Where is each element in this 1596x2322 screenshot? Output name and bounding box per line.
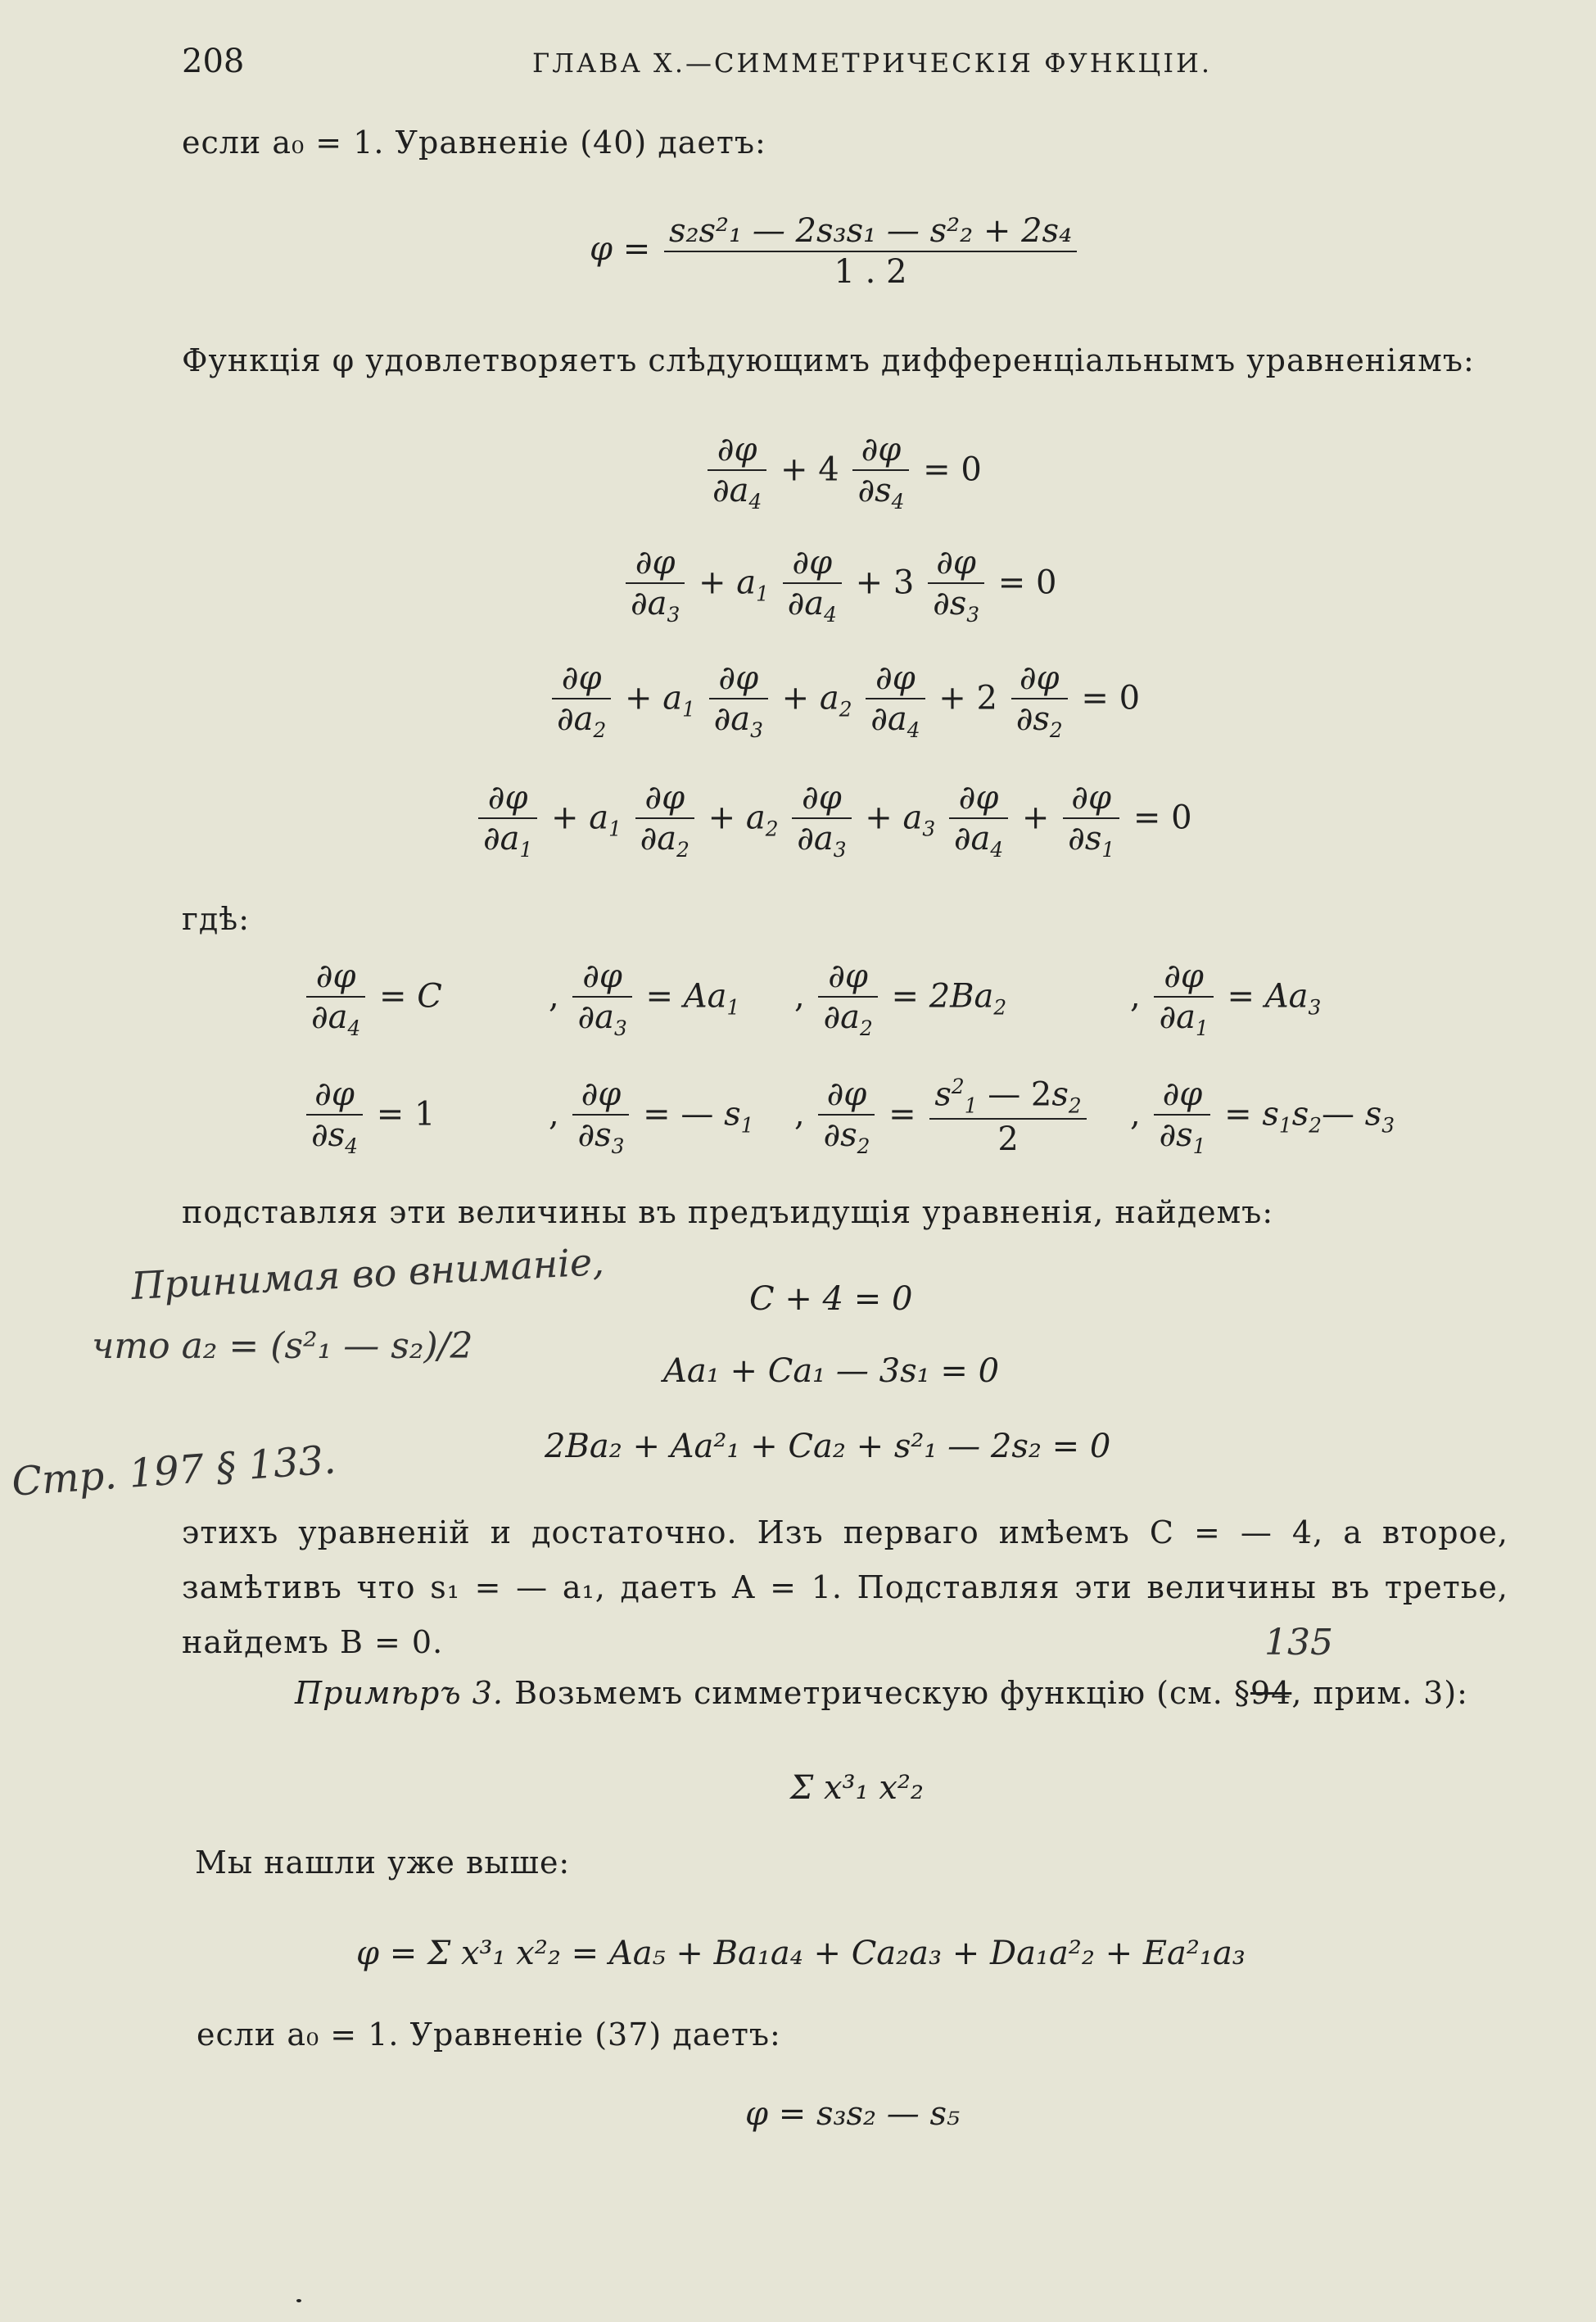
chapter-title: ГЛАВА X.—СИММЕТРИЧЕСКІЯ ФУНКЦІИ. [532,48,1213,79]
handwritten-page-ref: Стр. 197 § 133. [10,1437,337,1505]
deriv-row1-2: , $\frac{\partial\varphi}{\partial a_3}$ = $Aa_1$ [549,957,740,1040]
example-3-line [295,1675,1468,1711]
example-end: , прим. 3): [1291,1675,1468,1711]
diff-eq-1: $\frac{\partial\varphi}{\partial a_4}$ + 4 $\frac{\partial\varphi}{\partial s_4}$ = 0 [704,430,982,514]
deriv-row2-3: , $\frac{\partial\varphi}{\partial s_2}$ = $\frac{s^2_1 — 2s_2}{2}$ [794,1075,1090,1159]
handwritten-note-1: Принимая во вниманіе, [129,1238,605,1309]
system-eq-2: Aa₁ + Ca₁ — 3s₁ = 0 [663,1352,1000,1390]
phi-numerator: s₂s²₁ — 2s₃s₁ — s²₂ + 2s₄ [664,211,1077,252]
deriv-row2-2: , $\frac{\partial\varphi}{\partial s_3}$ = — $s_1$ [549,1075,754,1158]
deriv-row1-1: $\frac{\partial\varphi}{\partial a_4}$ = C [303,957,442,1041]
bottom-mark [296,2299,301,2302]
example-label: Примѣръ 3. [295,1675,504,1711]
phi-last-formula: φ = s₃s₂ — s₅ [745,2095,961,2133]
deriv-row1-3: , $\frac{\partial\varphi}{\partial a_2}$ = $2Ba_2$ [794,957,1007,1040]
deriv-row2-1: $\frac{\partial\varphi}{\partial s_4}$ = 1 [303,1075,435,1159]
where-label: гдѣ: [182,901,251,937]
phi-lhs: φ = [590,230,651,268]
text-line-last: если a₀ = 1. Уравненіе (37) даетъ: [197,2016,781,2053]
sum-formula: Σ x³₁ x²₂ [790,1769,924,1807]
deriv-row2-4: , $\frac{\partial\varphi}{\partial s_1}$ = $s_1s_2—$ $s_3$ [1130,1075,1395,1158]
system-eq-3: 2Ba₂ + Aa²₁ + Ca₂ + s²₁ — 2s₂ = 0 [545,1428,1111,1465]
function-line: Функція φ удовлетворяетъ слѣдующимъ дифференціальнымъ уравненіямъ: [182,342,1475,378]
page-number: 208 [182,43,245,80]
example-ref-struck: 94 [1250,1675,1292,1711]
example-text: Возьмемъ симметрическую функцію (см. § [514,1675,1250,1711]
phi-fraction [664,211,1077,292]
handwritten-ref-correction: 135 [1264,1622,1333,1663]
substituting-line: подставляя эти величины въ предъидущія уравненія, найдемъ: [182,1194,1274,1230]
diff-eq-4: $\frac{\partial\varphi}{\partial a_1}$ + $a_1$ $\frac{\partial\varphi}{\partial a_2}$ + $a_2$ $\frac{\partial\varphi}{\partial a_3}$ + $a_3$ $\frac{\partial\varphi}{\partial a_4}$ + $\frac{\partial\varphi}{\partial s_1}$ = 0 [475,778,1192,862]
deriv-row1-4: , $\frac{\partial\varphi}{\partial a_1}$ = $Aa_3$ [1130,957,1322,1040]
handwritten-note-2: что a₂ = (s²₁ — s₂)/2 [92,1325,473,1367]
phi-formula [590,211,1080,292]
system-eq-1: C + 4 = 0 [749,1280,913,1318]
paragraph-solution: этихъ уравненій и достаточно. Изъ перваго имѣемъ C = — 4, а второе, замѣтивъ что s₁ = — a₁, даетъ A = 1. Подставляя эти величины въ третье, найдемъ B = 0. [182,1514,1508,1660]
diff-eq-3: $\frac{\partial\varphi}{\partial a_2}$ + $a_1$ $\frac{\partial\varphi}{\partial a_3}$ + $a_2$ $\frac{\partial\varphi}{\partial a_4}$ + 2 $\frac{\partial\varphi}{\partial s_2}$ = 0 [549,659,1140,743]
found-line: Мы нашли уже выше: [195,1844,571,1881]
diff-eq-2: $\frac{\partial\varphi}{\partial a_3}$ + $a_1$ $\frac{\partial\varphi}{\partial a_4}$ + 3 $\frac{\partial\varphi}{\partial s_3}$ = 0 [622,543,1056,627]
phi-sum-formula: φ = Σ x³₁ x²₂ = Aa₅ + Ba₁a₄ + Ca₂a₃ + Da₁a²₂ + Ea²₁a₃ [356,1935,1246,1972]
text-line-1: если a₀ = 1. Уравненіе (40) даетъ: [182,124,766,161]
phi-denominator: 1 . 2 [834,253,907,291]
